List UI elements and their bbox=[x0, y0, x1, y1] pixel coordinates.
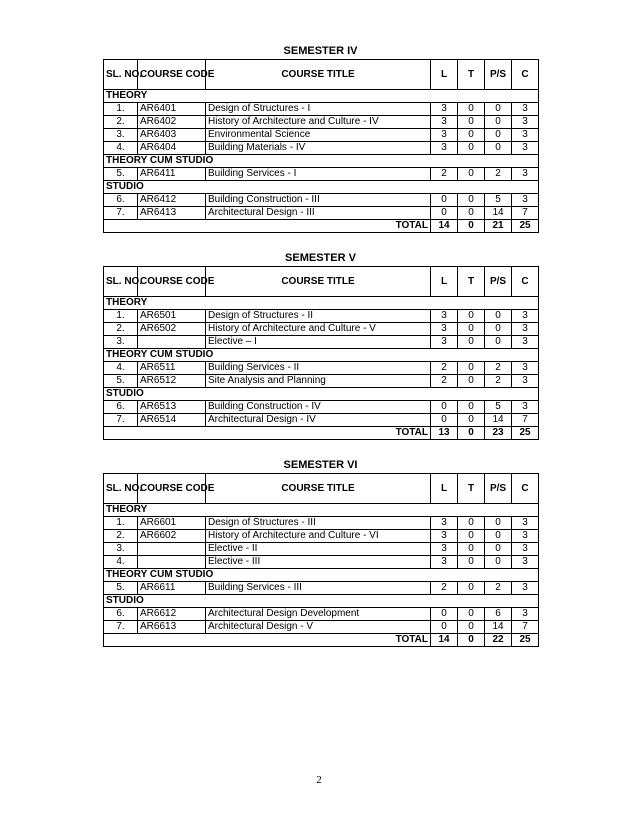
table-row bbox=[104, 543, 539, 556]
c-cell: 3 bbox=[512, 517, 539, 530]
code-cell: AR6413 bbox=[138, 207, 206, 220]
ps-cell: 0 bbox=[485, 310, 512, 323]
course-table bbox=[103, 59, 539, 233]
sl-cell: 6. bbox=[104, 608, 138, 621]
sl-cell: 1. bbox=[104, 517, 138, 530]
ps-cell: 14 bbox=[485, 414, 512, 427]
ps-cell: 0 bbox=[485, 556, 512, 569]
code-cell: AR6513 bbox=[138, 401, 206, 414]
code-cell bbox=[138, 556, 206, 569]
title-cell: Elective - III bbox=[206, 556, 431, 569]
ps-header: P/S bbox=[485, 474, 512, 504]
total-label: TOTAL bbox=[104, 427, 431, 440]
sl-header: SL. NO. bbox=[104, 474, 138, 504]
ps-cell: 2 bbox=[485, 168, 512, 181]
code-cell: AR6401 bbox=[138, 103, 206, 116]
l-cell: 3 bbox=[431, 129, 458, 142]
group-row bbox=[104, 90, 539, 103]
semester-title: SEMESTER VI bbox=[283, 459, 358, 471]
ps-cell: 0 bbox=[485, 142, 512, 155]
ps-cell: 14 bbox=[485, 207, 512, 220]
table-row bbox=[104, 336, 539, 349]
group-label: THEORY bbox=[104, 504, 539, 517]
title-header: COURSE TITLE bbox=[206, 474, 431, 504]
sl-cell: 3. bbox=[104, 543, 138, 556]
group-row bbox=[104, 181, 539, 194]
t-cell: 0 bbox=[458, 103, 485, 116]
c-cell: 3 bbox=[512, 375, 539, 388]
c-cell: 3 bbox=[512, 362, 539, 375]
total-row bbox=[104, 634, 539, 647]
ps-cell: 2 bbox=[485, 582, 512, 595]
total-l: 14 bbox=[431, 220, 458, 233]
title-header: COURSE TITLE bbox=[206, 60, 431, 90]
total-row bbox=[104, 427, 539, 440]
l-cell: 2 bbox=[431, 375, 458, 388]
ps-cell: 2 bbox=[485, 362, 512, 375]
total-row bbox=[104, 220, 539, 233]
title-cell: History of Architecture and Culture - VI bbox=[206, 530, 431, 543]
ps-cell: 6 bbox=[485, 608, 512, 621]
c-cell: 3 bbox=[512, 401, 539, 414]
code-cell: AR6411 bbox=[138, 168, 206, 181]
t-header: T bbox=[458, 267, 485, 297]
group-row bbox=[104, 155, 539, 168]
table-row bbox=[104, 310, 539, 323]
table-row bbox=[104, 194, 539, 207]
c-cell: 3 bbox=[512, 530, 539, 543]
table-row bbox=[104, 414, 539, 427]
code-cell: AR6612 bbox=[138, 608, 206, 621]
code-cell: AR6613 bbox=[138, 621, 206, 634]
c-cell: 3 bbox=[512, 323, 539, 336]
header-row bbox=[104, 267, 539, 297]
c-cell: 3 bbox=[512, 543, 539, 556]
c-header: C bbox=[512, 267, 539, 297]
sl-cell: 6. bbox=[104, 194, 138, 207]
group-label: THEORY bbox=[104, 297, 539, 310]
table-row bbox=[104, 556, 539, 569]
sl-cell: 4. bbox=[104, 142, 138, 155]
l-cell: 0 bbox=[431, 414, 458, 427]
ps-cell: 0 bbox=[485, 336, 512, 349]
title-cell: History of Architecture and Culture - IV bbox=[206, 116, 431, 129]
sl-cell: 4. bbox=[104, 556, 138, 569]
group-row bbox=[104, 569, 539, 582]
l-cell: 3 bbox=[431, 142, 458, 155]
t-cell: 0 bbox=[458, 608, 485, 621]
l-cell: 0 bbox=[431, 608, 458, 621]
total-t: 0 bbox=[458, 220, 485, 233]
title-cell: Design of Structures - II bbox=[206, 310, 431, 323]
title-cell: Building Construction - IV bbox=[206, 401, 431, 414]
code-cell: AR6611 bbox=[138, 582, 206, 595]
sl-header: SL. NO. bbox=[104, 60, 138, 90]
l-header: L bbox=[431, 60, 458, 90]
sl-cell: 7. bbox=[104, 414, 138, 427]
t-cell: 0 bbox=[458, 142, 485, 155]
c-cell: 3 bbox=[512, 103, 539, 116]
group-row bbox=[104, 297, 539, 310]
header-row bbox=[104, 60, 539, 90]
sl-cell: 5. bbox=[104, 582, 138, 595]
table-row bbox=[104, 517, 539, 530]
t-cell: 0 bbox=[458, 323, 485, 336]
semester-title: SEMESTER IV bbox=[283, 45, 358, 57]
t-cell: 0 bbox=[458, 621, 485, 634]
table-row bbox=[104, 103, 539, 116]
l-cell: 3 bbox=[431, 310, 458, 323]
title-cell: Elective – I bbox=[206, 336, 431, 349]
t-cell: 0 bbox=[458, 530, 485, 543]
sl-cell: 1. bbox=[104, 310, 138, 323]
t-cell: 0 bbox=[458, 543, 485, 556]
title-cell: Architectural Design Development bbox=[206, 608, 431, 621]
c-cell: 3 bbox=[512, 310, 539, 323]
c-cell: 7 bbox=[512, 207, 539, 220]
code-cell: AR6404 bbox=[138, 142, 206, 155]
semester-vi-section bbox=[103, 457, 538, 647]
l-cell: 3 bbox=[431, 530, 458, 543]
table-row bbox=[104, 621, 539, 634]
t-cell: 0 bbox=[458, 556, 485, 569]
code-cell: AR6511 bbox=[138, 362, 206, 375]
code-cell: AR6412 bbox=[138, 194, 206, 207]
c-cell: 3 bbox=[512, 582, 539, 595]
ps-cell: 0 bbox=[485, 543, 512, 556]
l-cell: 3 bbox=[431, 103, 458, 116]
title-cell: Building Construction - III bbox=[206, 194, 431, 207]
t-cell: 0 bbox=[458, 375, 485, 388]
group-label: THEORY CUM STUDIO bbox=[104, 155, 539, 168]
code-cell: AR6402 bbox=[138, 116, 206, 129]
c-cell: 3 bbox=[512, 608, 539, 621]
t-cell: 0 bbox=[458, 336, 485, 349]
l-cell: 3 bbox=[431, 116, 458, 129]
code-header: COURSE CODE bbox=[138, 60, 206, 90]
sl-cell: 2. bbox=[104, 323, 138, 336]
code-cell: AR6502 bbox=[138, 323, 206, 336]
total-ps: 22 bbox=[485, 634, 512, 647]
group-label: THEORY CUM STUDIO bbox=[104, 569, 539, 582]
l-cell: 3 bbox=[431, 543, 458, 556]
group-label: THEORY CUM STUDIO bbox=[104, 349, 539, 362]
ps-cell: 0 bbox=[485, 103, 512, 116]
l-cell: 3 bbox=[431, 556, 458, 569]
sl-cell: 6. bbox=[104, 401, 138, 414]
c-cell: 3 bbox=[512, 129, 539, 142]
table-row bbox=[104, 168, 539, 181]
sl-cell: 2. bbox=[104, 116, 138, 129]
c-cell: 3 bbox=[512, 336, 539, 349]
title-cell: Building Services - II bbox=[206, 362, 431, 375]
title-cell: Site Analysis and Planning bbox=[206, 375, 431, 388]
table-row bbox=[104, 362, 539, 375]
t-header: T bbox=[458, 474, 485, 504]
header-row bbox=[104, 474, 539, 504]
ps-cell: 5 bbox=[485, 194, 512, 207]
ps-cell: 5 bbox=[485, 401, 512, 414]
c-cell: 3 bbox=[512, 194, 539, 207]
code-cell: AR6602 bbox=[138, 530, 206, 543]
c-header: C bbox=[512, 60, 539, 90]
group-label: STUDIO bbox=[104, 388, 539, 401]
l-header: L bbox=[431, 267, 458, 297]
title-header: COURSE TITLE bbox=[206, 267, 431, 297]
semester-iv-section bbox=[103, 43, 538, 233]
ps-cell: 0 bbox=[485, 129, 512, 142]
t-cell: 0 bbox=[458, 582, 485, 595]
l-cell: 2 bbox=[431, 362, 458, 375]
c-header: C bbox=[512, 474, 539, 504]
total-ps: 21 bbox=[485, 220, 512, 233]
t-cell: 0 bbox=[458, 207, 485, 220]
ps-cell: 14 bbox=[485, 621, 512, 634]
group-row bbox=[104, 504, 539, 517]
total-c: 25 bbox=[512, 634, 539, 647]
code-cell: AR6403 bbox=[138, 129, 206, 142]
sl-cell: 5. bbox=[104, 168, 138, 181]
code-header: COURSE CODE bbox=[138, 267, 206, 297]
ps-cell: 0 bbox=[485, 517, 512, 530]
group-label: THEORY bbox=[104, 90, 539, 103]
total-c: 25 bbox=[512, 220, 539, 233]
group-label: STUDIO bbox=[104, 181, 539, 194]
title-cell: Building Services - I bbox=[206, 168, 431, 181]
ps-cell: 2 bbox=[485, 375, 512, 388]
t-cell: 0 bbox=[458, 401, 485, 414]
code-cell: AR6501 bbox=[138, 310, 206, 323]
sl-cell: 1. bbox=[104, 103, 138, 116]
semester-v-section bbox=[103, 250, 538, 440]
c-cell: 3 bbox=[512, 142, 539, 155]
sl-cell: 2. bbox=[104, 530, 138, 543]
t-cell: 0 bbox=[458, 310, 485, 323]
title-cell: Elective - II bbox=[206, 543, 431, 556]
t-cell: 0 bbox=[458, 168, 485, 181]
t-cell: 0 bbox=[458, 414, 485, 427]
c-cell: 3 bbox=[512, 168, 539, 181]
table-row bbox=[104, 116, 539, 129]
code-cell: AR6601 bbox=[138, 517, 206, 530]
course-table bbox=[103, 266, 539, 440]
l-cell: 3 bbox=[431, 336, 458, 349]
sl-cell: 4. bbox=[104, 362, 138, 375]
group-row bbox=[104, 349, 539, 362]
title-cell: Architectural Design - IV bbox=[206, 414, 431, 427]
ps-cell: 0 bbox=[485, 323, 512, 336]
title-cell: Design of Structures - I bbox=[206, 103, 431, 116]
group-label: STUDIO bbox=[104, 595, 539, 608]
title-cell: Environmental Science bbox=[206, 129, 431, 142]
table-row bbox=[104, 142, 539, 155]
page-number: 2 bbox=[316, 774, 322, 786]
table-row bbox=[104, 323, 539, 336]
l-header: L bbox=[431, 474, 458, 504]
l-cell: 0 bbox=[431, 621, 458, 634]
ps-header: P/S bbox=[485, 267, 512, 297]
code-cell bbox=[138, 543, 206, 556]
title-cell: Building Materials - IV bbox=[206, 142, 431, 155]
group-row bbox=[104, 388, 539, 401]
l-cell: 0 bbox=[431, 207, 458, 220]
table-row bbox=[104, 129, 539, 142]
t-cell: 0 bbox=[458, 517, 485, 530]
table-row bbox=[104, 401, 539, 414]
c-cell: 7 bbox=[512, 414, 539, 427]
total-l: 13 bbox=[431, 427, 458, 440]
ps-cell: 0 bbox=[485, 116, 512, 129]
title-cell: Design of Structures - III bbox=[206, 517, 431, 530]
l-cell: 2 bbox=[431, 582, 458, 595]
semester-title: SEMESTER V bbox=[285, 252, 356, 264]
total-label: TOTAL bbox=[104, 220, 431, 233]
total-t: 0 bbox=[458, 427, 485, 440]
c-cell: 3 bbox=[512, 556, 539, 569]
table-row bbox=[104, 375, 539, 388]
total-c: 25 bbox=[512, 427, 539, 440]
code-cell bbox=[138, 336, 206, 349]
table-row bbox=[104, 530, 539, 543]
title-cell: History of Architecture and Culture - V bbox=[206, 323, 431, 336]
sl-cell: 3. bbox=[104, 336, 138, 349]
code-cell: AR6512 bbox=[138, 375, 206, 388]
c-cell: 7 bbox=[512, 621, 539, 634]
t-cell: 0 bbox=[458, 129, 485, 142]
sl-header: SL. NO. bbox=[104, 267, 138, 297]
l-cell: 3 bbox=[431, 323, 458, 336]
group-row bbox=[104, 595, 539, 608]
code-header: COURSE CODE bbox=[138, 474, 206, 504]
l-cell: 0 bbox=[431, 194, 458, 207]
sl-cell: 7. bbox=[104, 621, 138, 634]
ps-header: P/S bbox=[485, 60, 512, 90]
table-row bbox=[104, 608, 539, 621]
l-cell: 3 bbox=[431, 517, 458, 530]
total-ps: 23 bbox=[485, 427, 512, 440]
t-cell: 0 bbox=[458, 362, 485, 375]
sl-cell: 7. bbox=[104, 207, 138, 220]
ps-cell: 0 bbox=[485, 530, 512, 543]
table-row bbox=[104, 207, 539, 220]
table-row bbox=[104, 582, 539, 595]
l-cell: 2 bbox=[431, 168, 458, 181]
course-table bbox=[103, 473, 539, 647]
title-cell: Architectural Design - V bbox=[206, 621, 431, 634]
title-cell: Building Services - III bbox=[206, 582, 431, 595]
title-cell: Architectural Design - III bbox=[206, 207, 431, 220]
l-cell: 0 bbox=[431, 401, 458, 414]
total-t: 0 bbox=[458, 634, 485, 647]
total-l: 14 bbox=[431, 634, 458, 647]
sl-cell: 3. bbox=[104, 129, 138, 142]
sl-cell: 5. bbox=[104, 375, 138, 388]
t-cell: 0 bbox=[458, 116, 485, 129]
t-cell: 0 bbox=[458, 194, 485, 207]
c-cell: 3 bbox=[512, 116, 539, 129]
t-header: T bbox=[458, 60, 485, 90]
total-label: TOTAL bbox=[104, 634, 431, 647]
code-cell: AR6514 bbox=[138, 414, 206, 427]
